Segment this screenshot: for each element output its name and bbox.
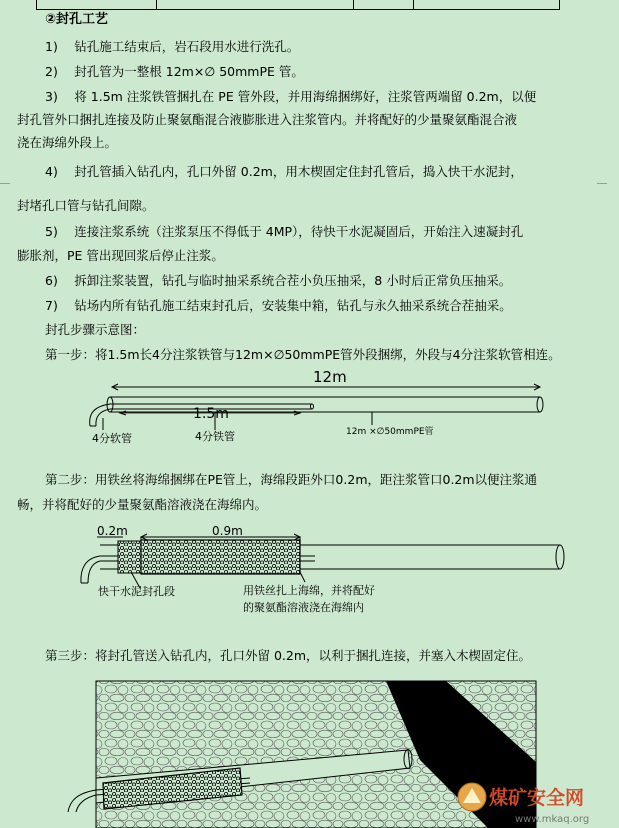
paragraph-line: 封孔步骤示意图：	[45, 322, 146, 337]
paragraph-line: 1) 钻孔施工结束后，岩石段用水进行洗孔。	[45, 39, 300, 54]
dim-1.5m-label: 1.5m	[193, 406, 229, 422]
cement-seal-segment	[118, 541, 141, 573]
watermark-url: www.mkaq.org	[515, 814, 590, 825]
paragraph-line: 3) 将 1.5m 注浆铁管捆扎在 PE 管外段，并用海绵捆绑好，注浆管两端留 0.2m，以便	[45, 89, 537, 104]
iron-pipe-label: 4分铁管	[195, 430, 235, 443]
step2-text-line1: 第二步：用铁丝将海绵捆绑在PE管上，海绵段距外口0.2m，距注浆管口0.2m以便注浆通	[45, 472, 538, 487]
paragraph-line: 5) 连接注浆系统（注浆泵压不得低于 4MP），待快干水泥凝固后，开始注入速凝封孔	[45, 224, 524, 239]
dim-12m-label: 12m	[313, 368, 347, 386]
step1-diagram	[0, 368, 619, 460]
paragraph-line: 膨胀剂，PE 管出现回浆后停止注浆。	[17, 248, 224, 263]
step3-text: 第三步：将封孔管送入钻孔内，孔口外留 0.2m，以利于捆扎连接，并塞入木楔固定住。	[45, 648, 532, 663]
paragraph-line: 封孔管外口捆扎连接及防止聚氨酯混合液膨胀进入注浆管内。并将配好的少量聚氨酯混合液	[17, 112, 518, 127]
pe-pipe-label: 12m ×∅50mmPE管	[346, 427, 434, 437]
sponge-label-line1: 用铁丝扎上海绵，并将配好	[243, 584, 375, 597]
step2-text-line2: 畅，并将配好的少量聚氨酯溶液浇在海绵内。	[17, 497, 268, 512]
dim-0.2m-label: 0.2m	[97, 524, 128, 538]
step2-diagram	[0, 520, 619, 620]
dim-0.9m-label: 0.9m	[212, 524, 243, 538]
soft-pipe-label: 4分软管	[92, 432, 132, 445]
paragraph-line: 7) 钻场内所有钻孔施工结束封孔后，安装集中箱，钻孔与永久抽采系统合茬抽采。	[45, 298, 512, 313]
section-heading: ②封孔工艺	[45, 12, 109, 27]
page-break-mark-left	[0, 183, 10, 190]
paragraph-line: 6) 拆卸注浆装置，钻孔与临时抽采系统合茬小负压抽采，8 小时后正常负压抽采。	[45, 273, 512, 288]
paragraph-line: 4) 封孔管插入钻孔内，孔口外留 0.2m，用木楔固定住封孔管后，捣入快干水泥封，	[45, 164, 523, 179]
step1-text: 第一步：将1.5m长4分注浆铁管与12m×∅50mmPE管外段捆绑，外段与4分注浆软管相连。	[45, 347, 561, 362]
table-remnant	[36, 0, 560, 10]
cement-seal-label: 快干水泥封孔段	[98, 585, 175, 598]
page-break-mark-right	[597, 183, 607, 190]
paragraph-line: 2) 封孔管为一整根 12m×∅ 50mmPE 管。	[45, 64, 304, 79]
sponge-label-line2: 的聚氨酯溶液浇在海绵内	[243, 601, 364, 614]
watermark-name: 煤矿安全网	[489, 787, 585, 809]
sponge-segment	[141, 540, 300, 574]
step3-diagram	[0, 680, 619, 828]
paragraph-line: 浇在海绵外段上。	[17, 135, 118, 150]
paragraph-line: 封堵孔口管与钻孔间隙。	[17, 198, 155, 213]
